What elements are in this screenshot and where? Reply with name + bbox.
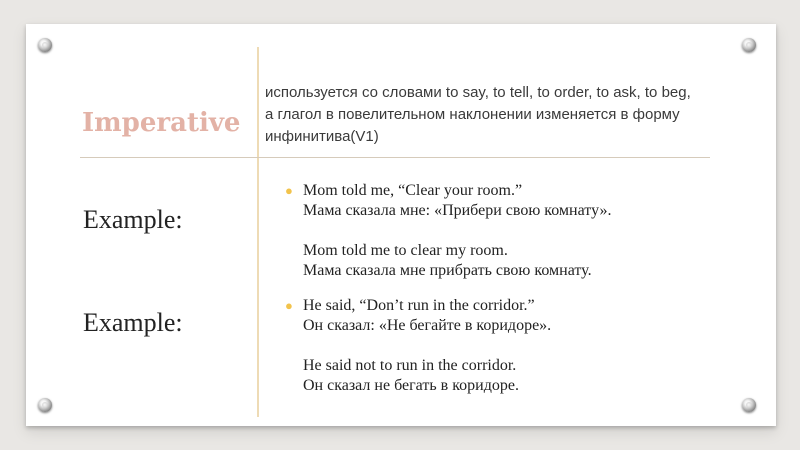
direct-speech-en: He said, “Don’t run in the corridor.” [303,297,535,314]
pushpin-icon [742,38,756,52]
example-content [303,296,551,396]
example-label: Example: [83,308,183,337]
reported-speech-ru: Мама сказала мне прибрать свою комнату. [303,262,592,279]
horizontal-divider [80,157,710,158]
example-label: Example: [83,205,183,234]
example-bullet [285,296,551,396]
pushpin-icon [38,398,52,412]
rule-description: используется со словами to say, to tell, to order, to ask, to beg, а глагол в повелительном наклонении изменяется в форму инфинитива(V1) [265,84,691,145]
reported-speech-ru: Он сказал не бегать в коридоре. [303,377,519,394]
direct-speech-ru: Мама сказала мне: «Прибери свою комнату». [303,202,612,219]
example-bullet [285,181,611,281]
pushpin-icon [742,398,756,412]
reported-speech-en: He said not to run in the corridor. [303,357,517,374]
example-content [303,181,611,281]
bullet-dot-icon: ● [285,183,293,198]
reported-speech-en: Mom told me to clear my room. [303,242,508,259]
pushpin-icon [38,38,52,52]
slide-title: Imperative [82,108,241,138]
vertical-divider [257,47,259,417]
direct-speech-ru: Он сказал: «Не бегайте в коридоре». [303,317,552,334]
bullet-dot-icon: ● [285,298,293,313]
direct-speech-en: Mom told me, “Clear your room.” [303,182,523,199]
